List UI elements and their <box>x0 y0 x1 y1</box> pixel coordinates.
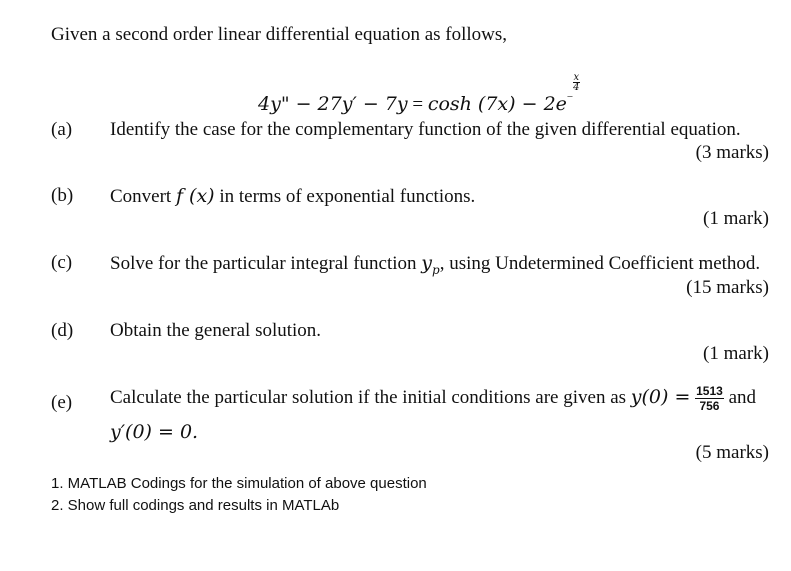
equation-exponent: − x 4 <box>566 72 580 103</box>
equation-equals: = <box>412 94 424 115</box>
intro-text: Given a second order linear differential equation as follows, <box>51 24 508 45</box>
part-a-marks: (3 marks) <box>695 142 769 163</box>
part-c-label: (c) <box>51 252 73 273</box>
fraction-1513-756: $\frac{1513}{756}$ <box>696 384 723 413</box>
part-a-label: (a) <box>51 119 73 140</box>
part-d-label: (d) <box>51 320 74 341</box>
part-c-text: Solve for the particular integral function $y_p$, using Undetermined Coefficient method. <box>110 252 761 277</box>
part-e-label: (e) <box>51 392 73 413</box>
part-b-text: Convert f (x) in terms of exponential functions. <box>110 185 476 207</box>
part-a-text: Identify the case for the complementary function of the given differential equation. <box>110 119 741 140</box>
part-e-line2: y′(0) = 0. <box>110 421 199 443</box>
part-b-marks: (1 mark) <box>703 208 769 229</box>
part-e-text: Calculate the particular solution if the initial conditions are given as y(0) = $\frac{1513}{756}$ and <box>110 384 757 413</box>
part-d-marks: (1 mark) <box>703 343 769 364</box>
part-b-label: (b) <box>51 185 74 206</box>
footer-line-2: 2. Show full codings and results in MATLAb <box>51 497 340 514</box>
part-d-text: Obtain the general solution. <box>110 320 322 341</box>
footer-line-1: 1. MATLAB Codings for the simulation of above question <box>51 475 427 492</box>
equation-lhs: 4y" − 27y′ − 7y <box>258 93 408 115</box>
equation <box>258 73 580 116</box>
part-e-marks: (5 marks) <box>695 442 769 463</box>
part-c-marks: (15 marks) <box>686 277 769 298</box>
equation-rhs: cosh (7x) − 2e <box>427 93 567 115</box>
